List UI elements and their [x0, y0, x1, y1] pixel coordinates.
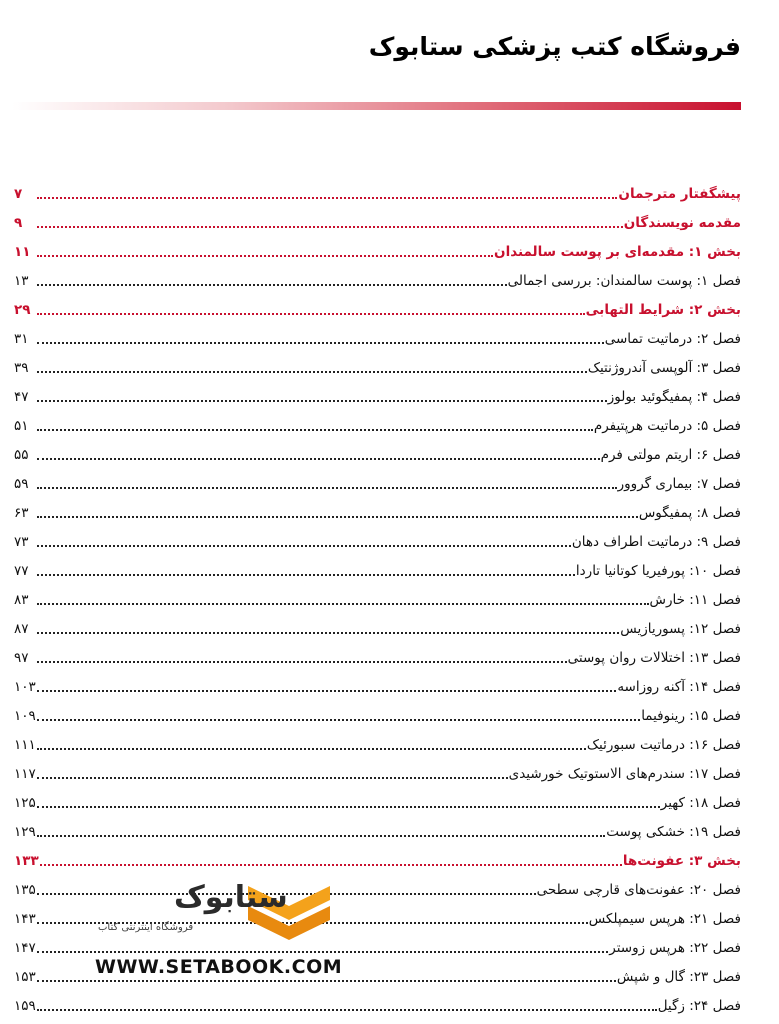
toc-entry-title: فصل ۱۱: خارش: [649, 592, 741, 608]
dot-leader: [37, 487, 617, 489]
toc-chapter-row[interactable]: [14, 323, 741, 352]
toc-chapter-row[interactable]: [14, 613, 741, 642]
toc-entry-title: فصل ۹: درماتیت اطراف دهان: [571, 534, 741, 550]
dot-leader: [37, 371, 587, 373]
toc-chapter-row[interactable]: [14, 642, 741, 671]
dot-leader: [37, 400, 607, 402]
dot-leader: [37, 690, 616, 692]
toc-entry-title: فصل ۱۲: پسوریازیس: [620, 621, 741, 637]
header-divider: [12, 102, 741, 110]
dot-leader: [37, 806, 660, 808]
toc-entry-title: پیشگفتار مترجمان: [618, 186, 741, 202]
toc-chapter-row[interactable]: [14, 787, 741, 816]
toc-entry-page: ۱۳: [14, 273, 29, 289]
toc-chapter-row[interactable]: [14, 381, 741, 410]
toc-entry-page: ۸۳: [14, 592, 29, 608]
toc-section-row[interactable]: [14, 294, 741, 323]
dot-leader: [37, 197, 617, 199]
header-title-text: فروشگاه کتب پزشکی ستابوک: [368, 32, 741, 61]
toc-entry-title: فصل ۱۶: درماتیت سبورئیک: [586, 737, 741, 753]
toc-entry-page: ۵۱: [14, 418, 29, 434]
toc-entry-page: ۱۲۹: [14, 824, 36, 840]
toc-entry-title: فصل ۷: بیماری گروور: [617, 476, 741, 492]
toc-chapter-row[interactable]: [14, 497, 741, 526]
toc-entry-page: ۱۵۹: [14, 998, 36, 1014]
toc-entry-page: ۶۳: [14, 505, 29, 521]
toc-chapter-row[interactable]: [14, 584, 741, 613]
toc-entry-title: فصل ۲۲: هرپس زوستر: [609, 940, 741, 956]
toc-entry-title: فصل ۱۷: سندرم‌های الاستوتیک خورشیدی: [508, 766, 741, 782]
toc-entry-page: ۷۷: [14, 563, 29, 579]
dot-leader: [37, 777, 508, 779]
toc-chapter-row[interactable]: [14, 671, 741, 700]
dot-leader: [37, 574, 575, 576]
toc-entry-title: فصل ۱۵: رینوفیما: [641, 708, 741, 724]
dot-leader: [37, 342, 604, 344]
toc-entry-page: ۳۹: [14, 360, 29, 376]
toc-entry-page: ۹۷: [14, 650, 29, 666]
dot-leader: [37, 632, 619, 634]
watermark: [82, 876, 343, 982]
toc-chapter-row[interactable]: [14, 758, 741, 787]
toc-entry-page: ۸۷: [14, 621, 29, 637]
dot-leader: [37, 1009, 657, 1011]
dot-leader: [37, 284, 507, 286]
toc-entry-page: ۱۵۳: [14, 969, 36, 985]
toc-entry-page: ۱۳۳: [14, 853, 39, 869]
toc-chapter-row[interactable]: [14, 468, 741, 497]
toc-entry-title: مقدمه نویسندگان: [623, 215, 741, 231]
toc-entry-title: فصل ۲۱: هرپس سیمپلکس: [588, 911, 741, 927]
dot-leader: [37, 458, 600, 460]
toc-entry-title: فصل ۶: اریتم مولتی فرم: [600, 447, 741, 463]
toc-chapter-row[interactable]: [14, 410, 741, 439]
toc-entry-page: ۱۰۳: [14, 679, 36, 695]
toc-entry-page: ۱۴۷: [14, 940, 36, 956]
toc-chapter-row[interactable]: [14, 439, 741, 468]
dot-leader: [37, 226, 623, 228]
toc-entry-page: ۹: [14, 215, 23, 231]
page-title: [369, 30, 741, 64]
toc-entry-page: ۳۱: [14, 331, 29, 347]
toc-entry-page: ۱۰۹: [14, 708, 36, 724]
toc-chapter-row[interactable]: [14, 526, 741, 555]
dot-leader: [37, 719, 640, 721]
toc-entry-title: فصل ۱۴: آکنه روزاسه: [617, 679, 741, 695]
toc-chapter-row[interactable]: [14, 352, 741, 381]
toc-entry-page: ۵۹: [14, 476, 29, 492]
toc-entry-title: بخش ۳: عفونت‌ها: [622, 853, 741, 869]
toc-entry-page: ۱۱۷: [14, 766, 36, 782]
toc-entry-title: فصل ۱: پوست سالمندان: بررسی اجمالی: [507, 273, 741, 289]
dot-leader: [37, 545, 571, 547]
toc-entry-title: فصل ۲۰: عفونت‌های قارچی سطحی: [536, 882, 741, 898]
toc-entry-title: فصل ۸: پمفیگوس: [638, 505, 741, 521]
toc-chapter-row[interactable]: [14, 816, 741, 845]
dot-leader: [37, 603, 649, 605]
toc-entry-page: ۱۱: [14, 244, 31, 260]
dot-leader: [37, 516, 638, 518]
toc-entry-page: ۱۲۵: [14, 795, 36, 811]
toc-section-row[interactable]: [14, 236, 741, 265]
toc-entry-page: ۱۳۵: [14, 882, 36, 898]
toc-entry-title: فصل ۲: درماتیت تماسی: [604, 331, 741, 347]
toc-entry-title: فصل ۱۸: کهیر: [660, 795, 741, 811]
toc-entry-page: ۵۵: [14, 447, 29, 463]
toc-entry-page: ۲۹: [14, 302, 31, 318]
dot-leader: [37, 835, 605, 837]
dot-leader: [37, 313, 585, 315]
watermark-brand: ستابوک: [174, 880, 288, 915]
dot-leader: [37, 661, 567, 663]
toc-entry-title: بخش ۲: شرایط التهابی: [585, 302, 741, 318]
dot-leader: [37, 429, 593, 431]
toc-entry-title: فصل ۳: آلوپسی آندروژنتیک: [587, 360, 741, 376]
toc-chapter-row[interactable]: [14, 555, 741, 584]
toc-entry-title: فصل ۴: پمفیگوئید بولوز: [607, 389, 741, 405]
dot-leader: [37, 255, 493, 257]
toc-entry-page: ۴۷: [14, 389, 29, 405]
toc-entry-page: ۷: [14, 186, 23, 202]
toc-entry-title: فصل ۱۳: اختلالات روان پوستی: [567, 650, 741, 666]
toc-chapter-row[interactable]: [14, 700, 741, 729]
toc-entry-title: فصل ۲۳: گال و شپش: [616, 969, 741, 985]
toc-chapter-row[interactable]: [14, 265, 741, 294]
dot-leader: [40, 864, 622, 866]
toc-entry-title: فصل ۱۹: خشکی پوست: [606, 824, 741, 840]
toc-section-row[interactable]: [14, 178, 741, 207]
toc-section-row[interactable]: [14, 207, 741, 236]
toc-entry-title: بخش ۱: مقدمه‌ای بر پوست سالمندان: [494, 244, 741, 260]
toc-entry-title: فصل ۱۰: پورفیریا کوتانیا تاردا: [575, 563, 741, 579]
watermark-url: WWW.SETABOOK.COM: [95, 956, 343, 978]
toc-chapter-row[interactable]: [14, 729, 741, 758]
watermark-subtitle: فروشگاه اینترنتی کتاب: [98, 922, 194, 933]
toc-entry-title: فصل ۵: درماتیت هرپتیفرم: [593, 418, 741, 434]
toc-entry-title: فصل ۲۴: زگیل: [657, 998, 741, 1014]
toc-entry-page: ۱۴۳: [14, 911, 36, 927]
toc-entry-page: ۱۱۱: [14, 737, 36, 753]
toc-section-row[interactable]: [14, 845, 741, 874]
dot-leader: [37, 748, 586, 750]
toc-chapter-row[interactable]: [14, 990, 741, 1019]
toc-entry-page: ۷۳: [14, 534, 29, 550]
